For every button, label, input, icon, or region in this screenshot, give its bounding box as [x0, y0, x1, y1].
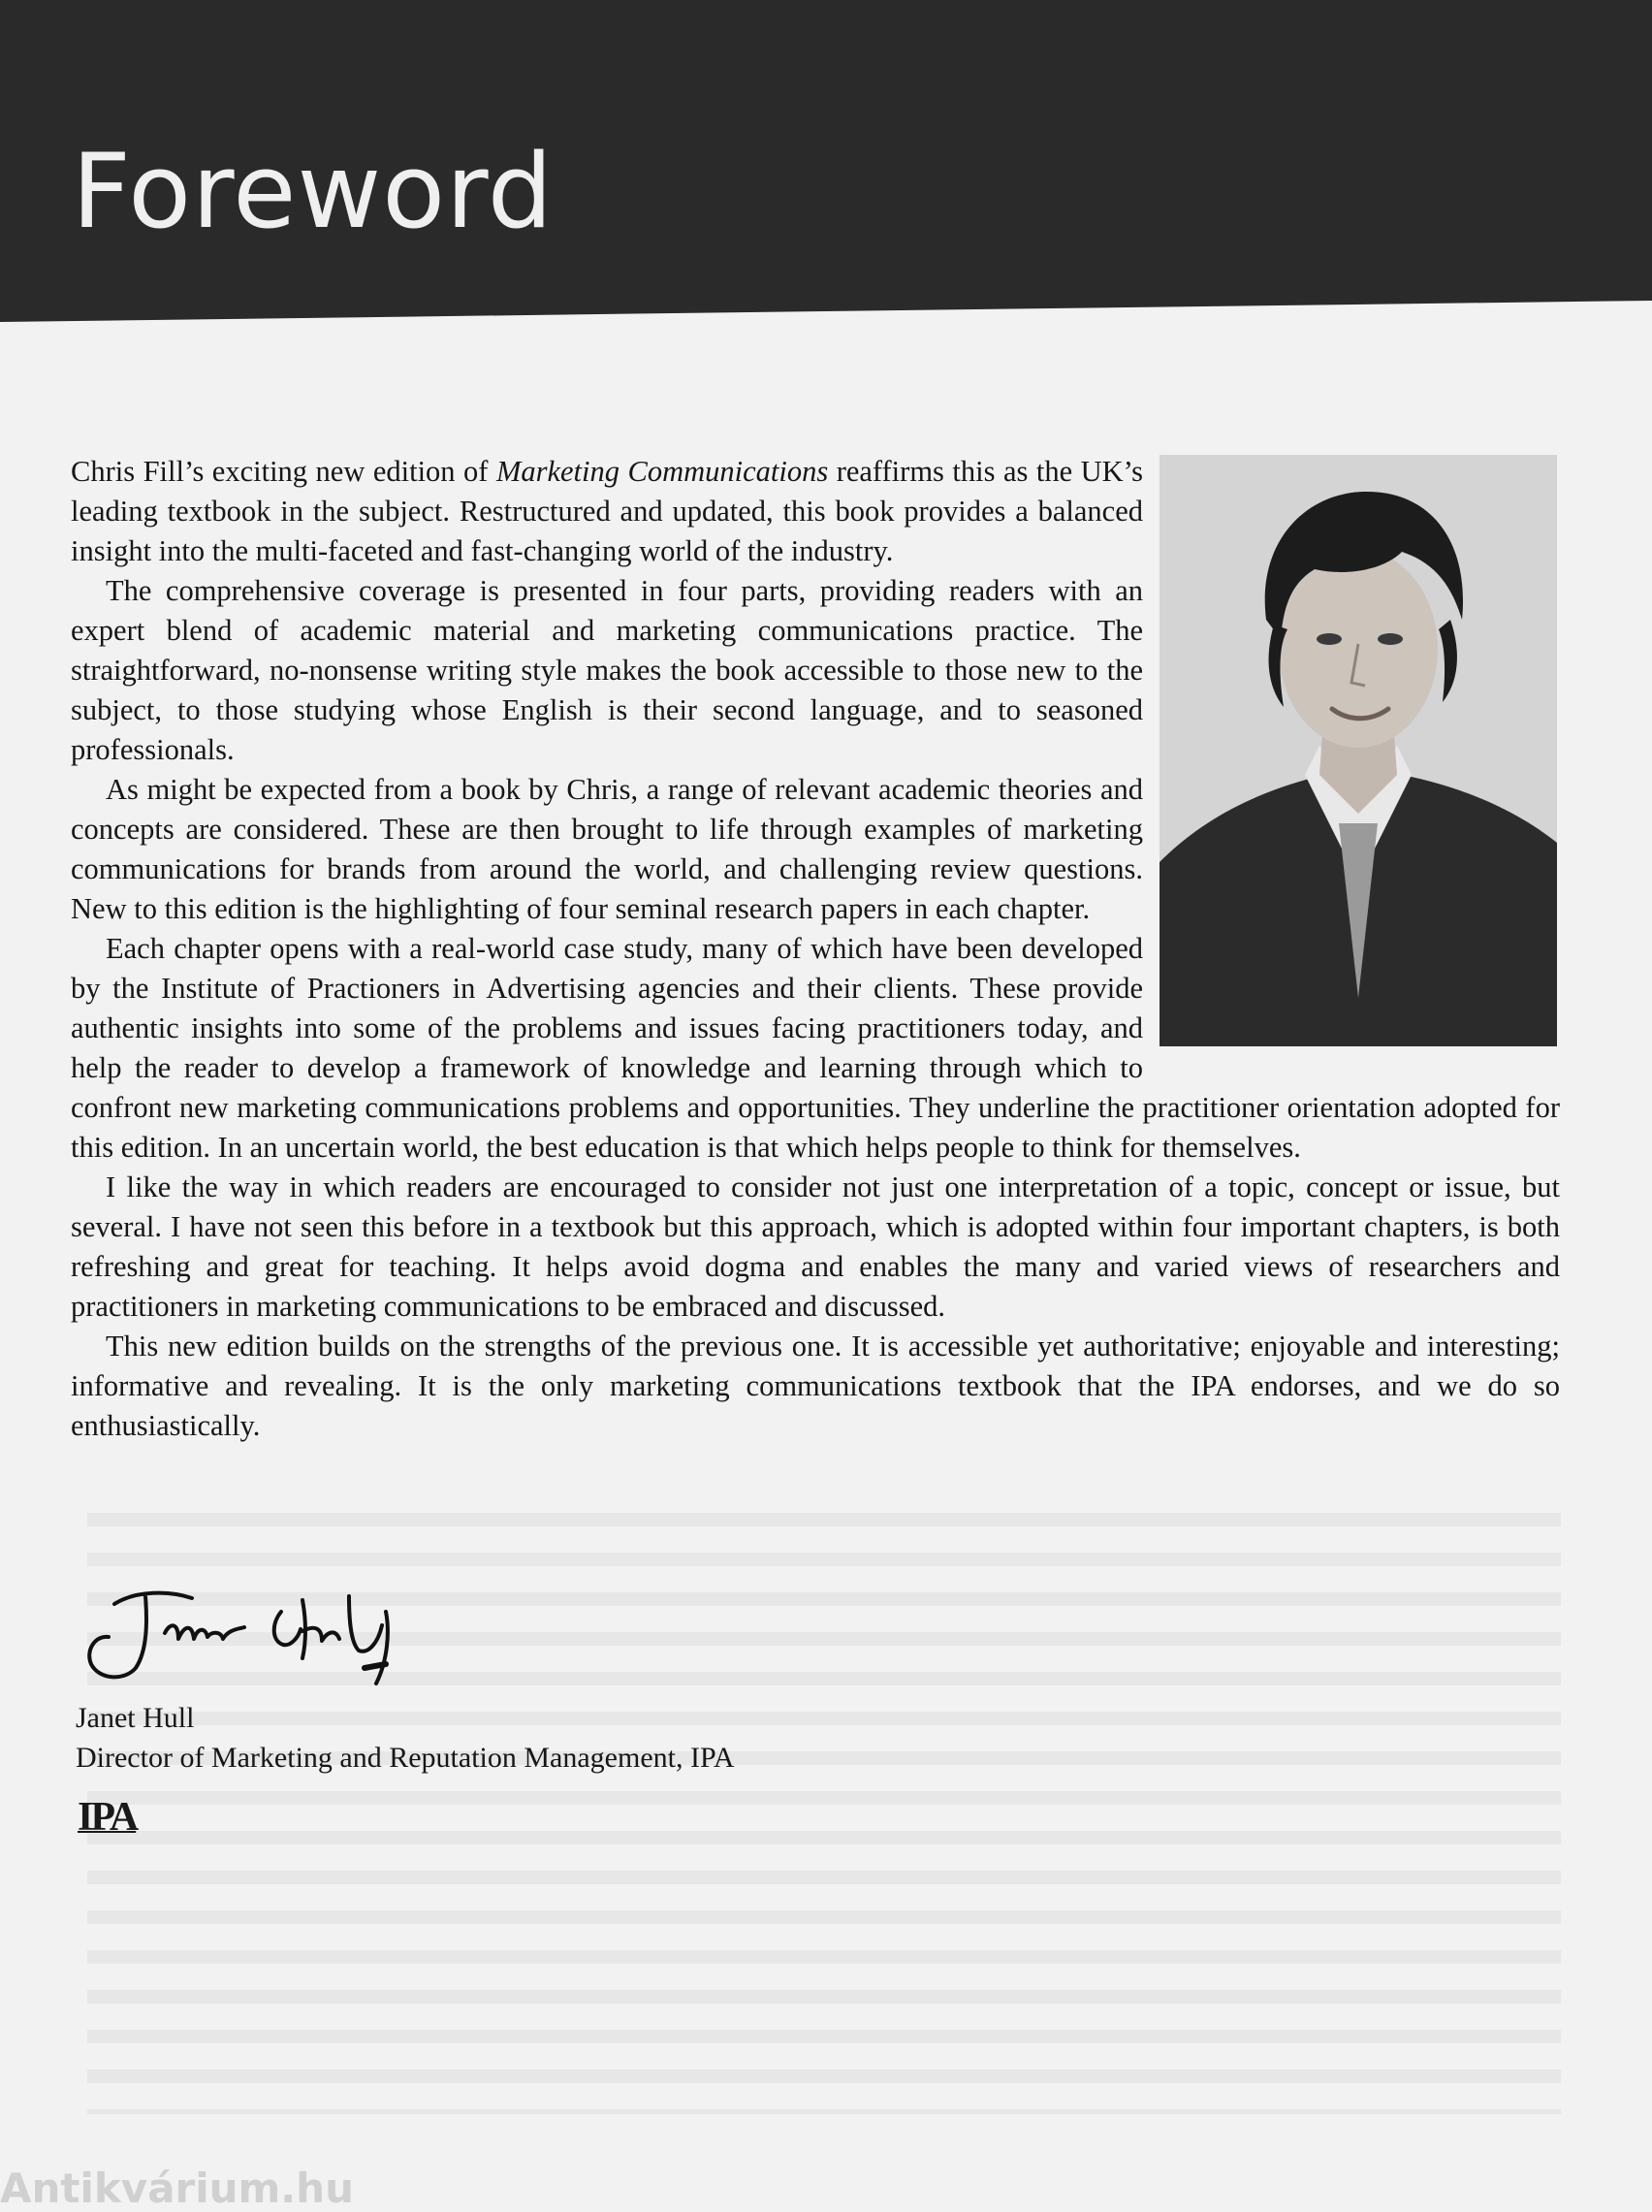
author-portrait [1160, 455, 1557, 1046]
signature-graphic [78, 1583, 465, 1689]
paragraph-4: Each chapter opens with a real-world case study, many of which have been developed by the Institute of Practioners in Advertising agencies and their clients. These provide authentic insights into some of the problems and issues facing practitioners today, and help the reader to develop a framework of knowledge and learning through which to confront new marketing communications problems and opportunities. They underline the practitioner orientation adopted for this edition. In an uncertain world, the best education is that which helps people to think for themselves. [71, 932, 1560, 1164]
paragraph-1-rest: reaffirms this as the UK’s leading textbook in the subject. Restructured and updated, this book provides a balanced insight into the multi-faceted and fast-changing world of the industry. [71, 455, 1143, 567]
portrait-illustration [1160, 455, 1557, 1046]
watermark: Antikvárium.hu [0, 2164, 355, 2212]
paragraph-1-intro: Chris Fill’s exciting new edition of [71, 455, 496, 488]
book-title: Marketing Communications [495, 455, 829, 488]
paragraph-5: I like the way in which readers are encouraged to consider not just one interpretation of a topic, concept or issue, but several. I have not seen this before in a textbook but this approach, which is adopted within four important chapters, is both refreshing and great for teaching. It helps avoid dogma and enables the many and varied views of researchers and practitioners in marketing communications to be embraced and discussed. [71, 1170, 1560, 1323]
paragraph-2: The comprehensive coverage is presented in four parts, providing readers with an expert blend of academic material and marketing communications practice. The straightforward, no-nonsense writing style makes the book accessible to those new to the subject, to those studying whose English is their second language, and to seasoned professionals. [71, 574, 1143, 766]
ipa-logo: IPA [78, 1795, 137, 1840]
signer-role: Director of Marketing and Reputation Management, IPA [76, 1742, 735, 1774]
paragraph-6: This new edition builds on the strengths of the previous one. It is accessible yet authoritative; enjoyable and interesting; informative and revealing. It is the only marketing communications textbook that the IPA endorses, and we do so enthusiastically. [71, 1330, 1560, 1442]
paragraph-3: As might be expected from a book by Chris, a range of relevant academic theories and concepts are considered. These are then brought to life through examples of marketing communications for brands from around the world, and challenging review questions. New to this edition is the highlighting of four seminal research papers in each chapter. [71, 773, 1143, 925]
signer-name: Janet Hull [76, 1702, 195, 1734]
handwritten-signature [78, 1583, 465, 1689]
page-title: Foreword [72, 132, 555, 251]
